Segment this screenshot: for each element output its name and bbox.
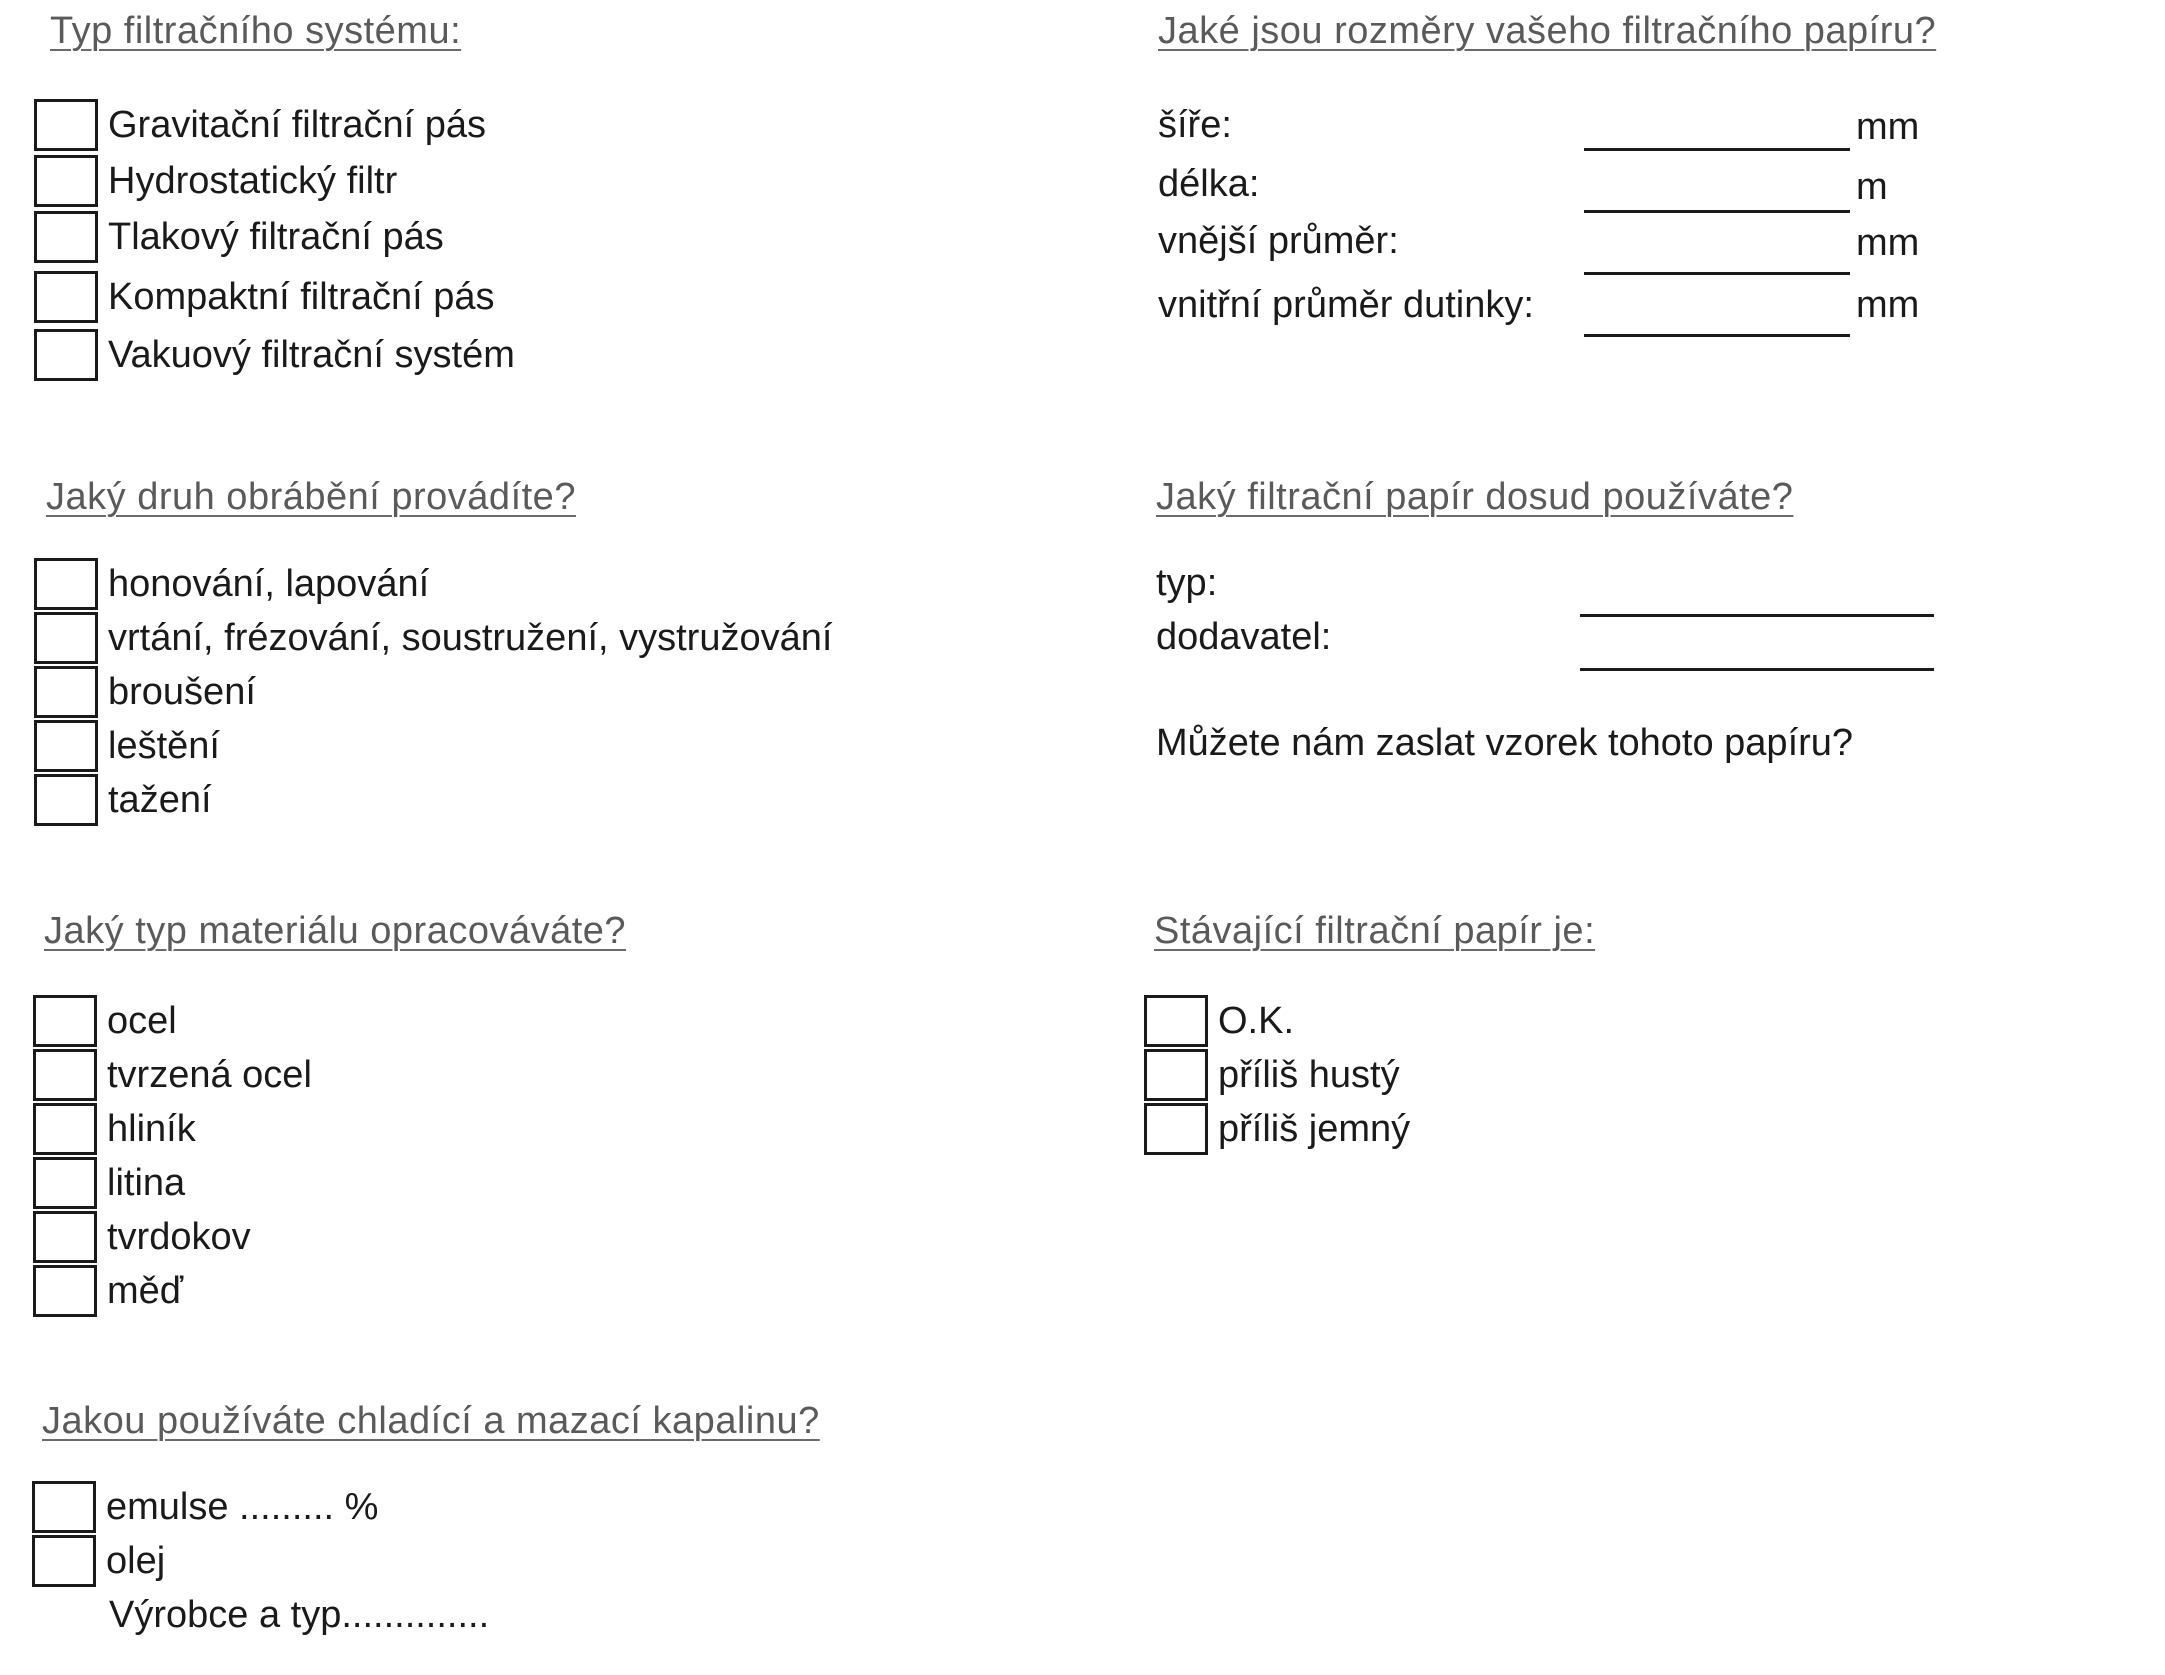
- paper-type-input[interactable]: [1580, 572, 1934, 617]
- option-label: emulse ......... %: [106, 1485, 379, 1528]
- checkbox[interactable]: [34, 329, 98, 381]
- checkbox[interactable]: [33, 995, 97, 1047]
- checkbox[interactable]: [34, 155, 98, 207]
- manufacturer-label: Výrobce a typ..............: [109, 1593, 490, 1636]
- checkbox[interactable]: [34, 720, 98, 772]
- checkbox[interactable]: [34, 666, 98, 718]
- supplier-input[interactable]: [1580, 626, 1934, 671]
- inner-diameter-label: vnitřní průměr dutinky:: [1158, 284, 1534, 326]
- option-label: tažení: [108, 778, 212, 821]
- checkbox[interactable]: [1144, 995, 1208, 1047]
- machining-option[interactable]: [34, 665, 832, 719]
- option-label: tvrdokov: [107, 1215, 251, 1258]
- option-label: Kompaktní filtrační pás: [108, 275, 495, 318]
- option-label: Hydrostatický filtr: [108, 159, 398, 202]
- checkbox[interactable]: [34, 99, 98, 151]
- material-option[interactable]: [33, 1048, 312, 1102]
- checkbox[interactable]: [32, 1481, 96, 1533]
- material-option[interactable]: [33, 1210, 312, 1264]
- material-title: Jaký typ materiálu opracováváte?: [44, 910, 627, 952]
- option-label: olej: [106, 1539, 166, 1582]
- length-unit: m: [1856, 166, 1888, 208]
- outer-diameter-input[interactable]: [1584, 230, 1850, 275]
- machining-option[interactable]: [34, 773, 832, 827]
- width-label: šíře:: [1158, 104, 1232, 146]
- option-label: tvrzená ocel: [107, 1053, 312, 1096]
- checkbox[interactable]: [34, 558, 98, 610]
- option-label: litina: [107, 1161, 186, 1204]
- material-option[interactable]: [33, 1264, 312, 1318]
- length-label: délka:: [1158, 163, 1260, 205]
- supplier-label: dodavatel:: [1156, 616, 1332, 658]
- checkbox[interactable]: [1144, 1049, 1208, 1101]
- option-label: O.K.: [1218, 999, 1295, 1042]
- outer-diameter-label: vnější průměr:: [1158, 220, 1399, 262]
- filter-system-options: [34, 98, 515, 382]
- checkbox[interactable]: [34, 612, 98, 664]
- filter-system-option[interactable]: [34, 98, 515, 152]
- dimensions-title: Jaké jsou rozměry vašeho filtračního papíru?: [1158, 10, 1937, 52]
- current-paper-title: Jaký filtrační papír dosud používáte?: [1156, 476, 1794, 518]
- material-option[interactable]: [33, 1156, 312, 1210]
- coolant-title: Jakou používáte chladící a mazací kapalinu?: [42, 1400, 820, 1442]
- filter-system-option[interactable]: [34, 328, 515, 382]
- paper-status-option[interactable]: [1144, 1048, 1410, 1102]
- length-input[interactable]: [1584, 168, 1850, 213]
- sample-question: Můžete nám zaslat vzorek tohoto papíru?: [1156, 722, 1854, 764]
- machining-options: [34, 557, 832, 827]
- paper-status-option[interactable]: [1144, 1102, 1410, 1156]
- option-label: Vakuový filtrační systém: [108, 333, 515, 376]
- filter-system-option[interactable]: [34, 270, 515, 324]
- width-input[interactable]: [1584, 106, 1850, 151]
- option-label: Tlakový filtrační pás: [108, 215, 444, 258]
- option-label: Gravitační filtrační pás: [108, 103, 487, 146]
- paper-status-title: Stávající filtrační papír je:: [1154, 910, 1596, 952]
- machining-option[interactable]: [34, 611, 832, 665]
- checkbox[interactable]: [34, 271, 98, 323]
- option-label: měď: [107, 1269, 184, 1312]
- checkbox[interactable]: [1144, 1103, 1208, 1155]
- paper-status-options: [1144, 994, 1410, 1156]
- checkbox[interactable]: [33, 1049, 97, 1101]
- filter-system-option[interactable]: [34, 154, 515, 208]
- option-label: leštění: [108, 724, 220, 767]
- inner-diameter-input[interactable]: [1584, 292, 1850, 337]
- coolant-option[interactable]: [32, 1480, 489, 1534]
- machining-option[interactable]: [34, 719, 832, 773]
- option-label: honování, lapování: [108, 562, 430, 605]
- material-options: [33, 994, 312, 1318]
- checkbox[interactable]: [33, 1103, 97, 1155]
- filter-system-title: Typ filtračního systému:: [50, 10, 462, 52]
- checkbox[interactable]: [33, 1265, 97, 1317]
- material-option[interactable]: [33, 994, 312, 1048]
- manufacturer-row: [32, 1588, 489, 1642]
- machining-title: Jaký druh obrábění provádíte?: [46, 476, 576, 518]
- outer-diameter-unit: mm: [1856, 222, 1920, 264]
- option-label: příliš hustý: [1218, 1053, 1400, 1096]
- option-label: hliník: [107, 1107, 196, 1150]
- option-label: vrtání, frézování, soustružení, vystružování: [108, 616, 833, 659]
- paper-status-option[interactable]: [1144, 994, 1410, 1048]
- checkbox[interactable]: [33, 1211, 97, 1263]
- option-label: příliš jemný: [1218, 1107, 1411, 1150]
- checkbox[interactable]: [34, 211, 98, 263]
- coolant-options: [32, 1480, 489, 1642]
- material-option[interactable]: [33, 1102, 312, 1156]
- inner-diameter-unit: mm: [1856, 284, 1920, 326]
- coolant-option[interactable]: [32, 1534, 489, 1588]
- width-unit: mm: [1856, 106, 1920, 148]
- option-label: broušení: [108, 670, 256, 713]
- option-label: ocel: [107, 999, 177, 1042]
- checkbox[interactable]: [33, 1157, 97, 1209]
- checkbox[interactable]: [32, 1535, 96, 1587]
- machining-option[interactable]: [34, 557, 832, 611]
- paper-type-label: typ:: [1156, 562, 1218, 604]
- checkbox[interactable]: [34, 774, 98, 826]
- filter-system-option[interactable]: [34, 210, 515, 264]
